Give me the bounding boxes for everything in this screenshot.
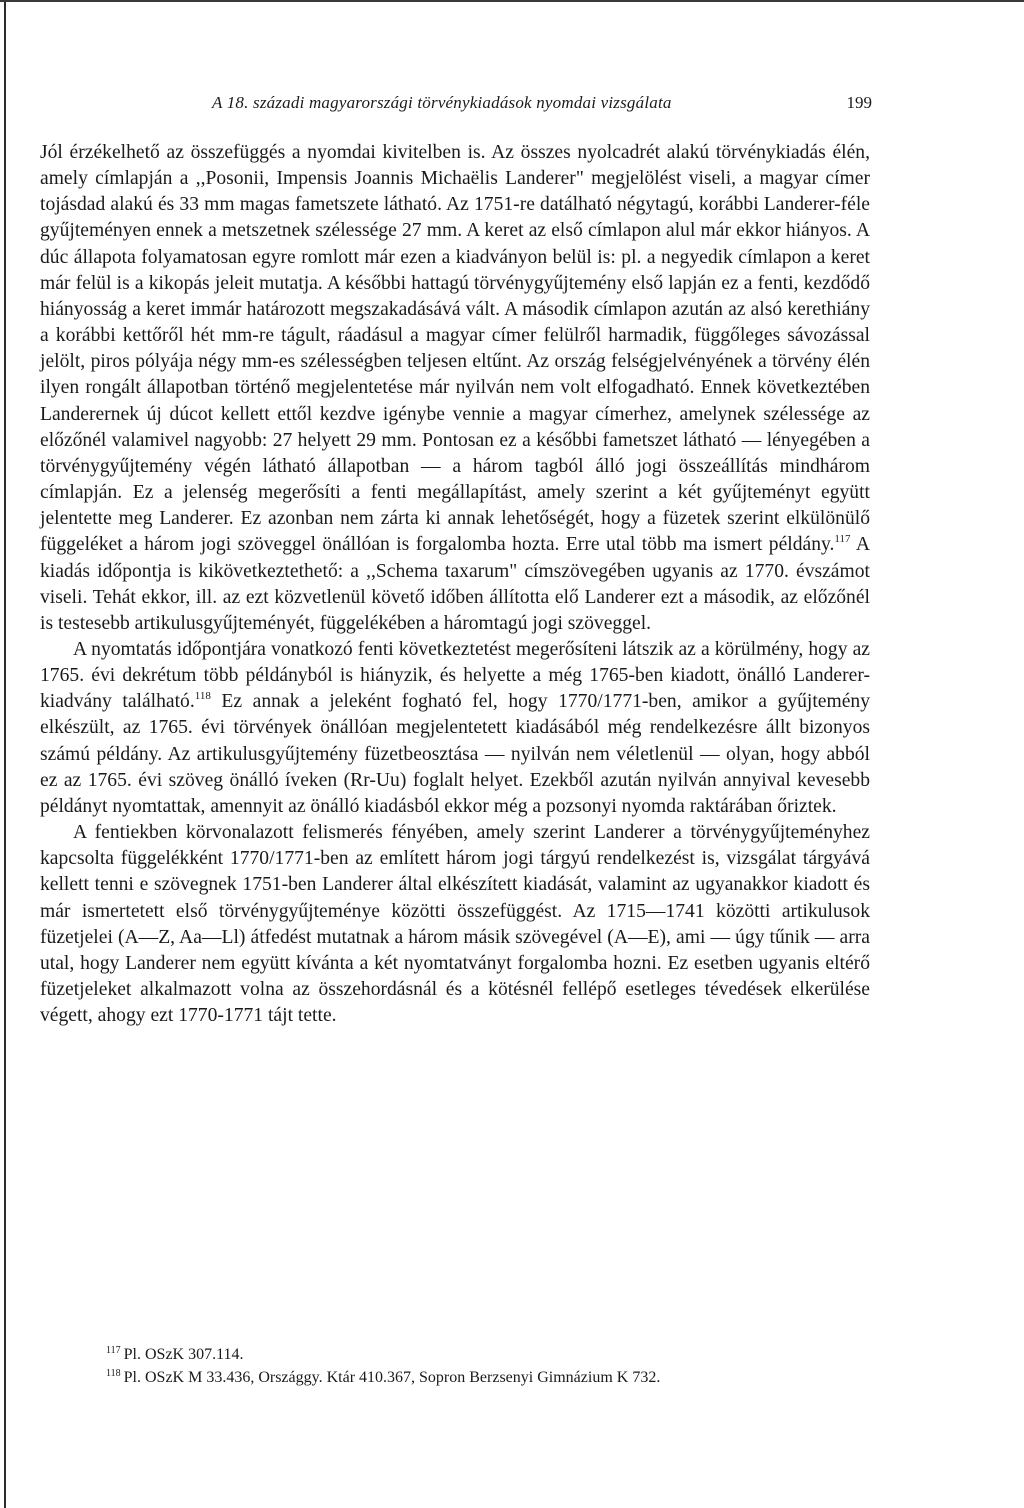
footnote-117 xyxy=(40,1343,870,1366)
paragraph-1-text-a: Jól érzékelhető az összefüggés a nyomdai kivitelben is. Az összes nyolcadrét alakú törvénykiadás élén, amely címlapján a ,,Posonii, Impensis Joannis Michaëlis Landerer" megjelölést viseli, a magyar címer tojásdad alakú és 33 mm magas fametszete látható. Az 1751-re datálható négytagú, korábbi Landerer-féle gyűjteményen ennek a metszetnek szélessége 27 mm. A keret az első címlapon alul már ekkor hiányos. A dúc állapota folyamatosan egyre romlott már ezen a kiadványon belül is: pl. a negyedik címlapon a keret már felül is a kikopás jeleit mutatja. A későbbi hattagú törvénygyűjtemény első lapján ez a fenti, kezdődő hiányosság a keret immár határozott megszakadásává vált. A második címlapon azután az alsó kerethiány a korábbi kettőről hét mm-re tágult, ráadásul a magyar címer felülről harmadik, függőleges sávozással jelölt, piros pólyája négy mm-es szélességben teljesen eltűnt. Az ország felségjelvényének a törvény élén ilyen rongált állapotban történő megjelentetése már nyilván nem volt elfogadható. Ennek következtében Landerernek új dúcot kellett ettől kezdve igénybe vennie a magyar címerhez, amelynek szélessége az előzőnél valamivel nagyobb: 27 helyett 29 mm. Pontosan ez a későbbi fametszet látható — lényegében a törvénygyűjtemény végén látható állapotban — a három tagból álló jogi összeállítás mindhárom címlapján. Ez a jelenség megerősíti a fenti megállapítást, amely szerint a két gyűjteményt együtt jelentette meg Landerer. Ez azonban nem zárta ki annak lehetőségét, hogy a füzetek szerint elkülönülő függeléket a három jogi szöveggel önállóan is forgalomba hozta. Erre utal több ma ismert példány. xyxy=(40,142,870,556)
paragraph-2 xyxy=(40,637,870,820)
page-header xyxy=(212,93,872,123)
footnotes xyxy=(40,1343,870,1389)
paragraph-2-text-b: Ez annak a jeleként fogható fel, hogy 1770/1771-ben, amikor a gyűjtemény elkészült, az 1765. évi törvények önállóan megjelentetett kiadásából még rendelkezésre állt bizonyos számú példány. Az artikulusgyűjtemény füzetbeosztása — nyilván nem véletlenül — olyan, hogy abból ez az 1765. évi szöveg önálló íveken (Rr-Uu) foglalt helyet. Ezekből azután nyilván annyival kevesebb példányt nyomtattak, amennyit az önálló kiadásból ekkor még a pozsonyi nyomda raktárában őriztek. xyxy=(40,691,871,817)
paragraph-2-text-a: A nyomtatás időpontjára vonatkozó fenti következtetést megerősíteni látszik az a körülmény, hogy az 1765. évi dekrétum több példányból is hiányzik, és helyette a még 1765-ben kiadott, önálló Landerer-kiadvány található. xyxy=(40,638,870,713)
paragraph-3: A fentiekben körvonalazott felismerés fényében, amely szerint Landerer a törvénygyűjteményhez kapcsolta függelékként 1770/1771-ben az említett három jogi tárgyú rendelkezést is, vizsgálat tárgyává kellett tenni e szövegnek 1751-ben Landerer által elkészített kiadását, valamint az ugyanakkor kiadott és már ismertetett első törvénygyűjteménye közötti összefüggést. Az 1715—1741 közötti artikulusok füzetjelei (A—Z, Aa—Ll) átfedést mutatnak a három másik szövegével (A—E), ami — úgy tűnik — arra utal, hogy Landerer nem együtt kívánta a két nyomtatványt forgalomba hozni. Ez esetben ugyanis eltérő füzetjeleket alkalmazott volna az összehordásnál és a kötésnél fellépő esetleges tévedések elkerülése végett, ahogy ezt 1770-1771 tájt tette. xyxy=(40,822,870,1027)
scan-border-left xyxy=(4,0,6,1508)
footnote-ref-118[interactable]: 118 xyxy=(194,690,211,703)
paragraph-1-text-b: A kiadás időpontja is kikövetkeztethető: a ,,Schema taxarum" címszövegében ugyanis az 1770. évszámot viseli. Tehát ekkor, ill. az ezt közvetlenül követő időben állította elő Landerer ezt a második, az előzőnél is testesebb artikulusgyűjteményét, függelékében a háromtagú jogi szöveggel. xyxy=(40,534,871,634)
body-text xyxy=(40,140,870,1029)
footnote-text: Pl. OSzK 307.114. xyxy=(123,1346,244,1363)
scan-border-top xyxy=(0,0,1024,2)
footnote-118 xyxy=(40,1366,870,1389)
footnote-mark: 118 xyxy=(106,1368,121,1379)
footnote-mark: 117 xyxy=(106,1345,121,1356)
footnote-text: Pl. OSzK M 33.436, Országgy. Ktár 410.367, Sopron Berzsenyi Gimnázium K 732. xyxy=(123,1369,661,1386)
running-title: A 18. századi magyarországi törvénykiadások nyomdai vizsgálata xyxy=(212,93,672,112)
paragraph-1 xyxy=(40,140,870,637)
footnote-ref-117[interactable]: 117 xyxy=(834,533,851,546)
page-number: 199 xyxy=(846,93,872,112)
